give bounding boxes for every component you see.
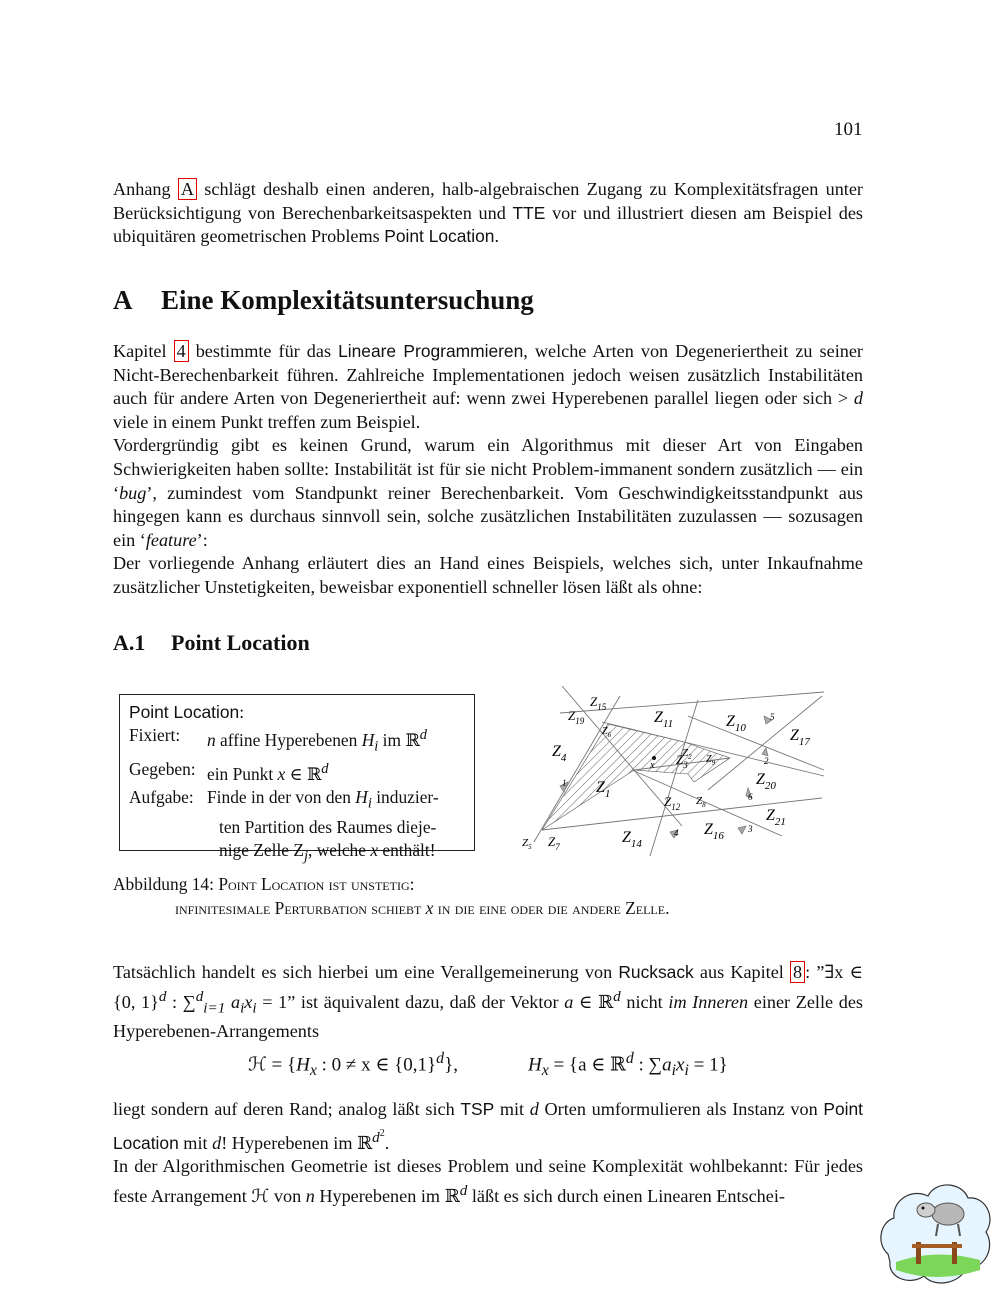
sheep-mascot-icon: [876, 1174, 996, 1292]
cell-label-z11: $Z_{11}$: [654, 709, 674, 730]
hyperplane-arrangement-formula: ℋ = {$H_x$ : 0 ≠ x ∈ $\{0,1\}^d$}, $H_x = \{a$ ∈ ℝ$^d$ : $\sum a_ix_i = 1$}: [248, 1050, 728, 1080]
arrow-label: 5: [770, 712, 775, 722]
tsp-paragraph: liegt sondern auf deren Rand; analog läßt sich TSP mit d Orten umformulieren als Instanz von Point Location mit d! Hyperebenen im ℝ$^{d^2}$. In der Algorithmischen Geometrie ist dieses Problem und seine Komplexität wohlbekannt: Für jedes feste Arrangement ℋ von n Hyperebenen im ℝ$^d$ läßt es sich durch einen Linearen Entschei-: [113, 1099, 863, 1206]
chapter-8-link[interactable]: 8: [790, 961, 805, 983]
cell-label-z20: $Z_{20}$: [756, 771, 776, 792]
cell-label-z5: $Z_5$: [522, 837, 532, 851]
hatched-region: [542, 724, 730, 830]
cell-label-z14: $Z_{14}$: [622, 829, 642, 850]
cell-label-z4: $Z_4$: [552, 743, 567, 764]
problem-definition-box: Point Location: Fixiert: n affine Hyperebenen $H_i$ im ℝ$^d$ Gegeben: ein Punkt x ∈ ℝ$^d$ Aufgabe: Finde in der von den $H_i$ induzier- ten Partition des Raumes dieje- nige Zelle $Z_j$, welche x enthält!: [119, 694, 475, 851]
rucksack-paragraph: Tatsächlich handelt es sich hierbei um eine Verallgemeinerung von Rucksack aus Kapitel 8 : ”∃x ∈ {0, 1}$^d$ : ∑$^d_{i=1}$ $a_ix_i = 1$” ist äquivalent dazu, daß der Vektor a ∈ ℝ$^d$ nicht im Inneren einer Zelle des Hyperebenen-Arrangements: [113, 962, 864, 1041]
cell-label-z7: $Z_7$: [548, 834, 560, 852]
cell-label-z10: $Z_{10}$: [726, 713, 746, 734]
arrow-label: 2: [764, 756, 769, 766]
appendix-a-link[interactable]: A: [178, 178, 197, 200]
section-heading: A Eine Komplexitätsuntersuchung: [113, 285, 534, 315]
point-label: x: [650, 760, 655, 771]
cell-label-z9: $Z_9$: [706, 754, 716, 767]
arrow-label: 6: [748, 792, 753, 802]
cell-label-z15: $Z_{15}$: [590, 694, 607, 712]
cell-label-z19: $Z_{19}$: [568, 708, 585, 726]
cell-label-z21: $Z_{21}$: [766, 807, 786, 828]
cell-label-z12: $Z_{12}$: [664, 794, 681, 812]
cell-label-z8: $Z_8$: [696, 795, 706, 809]
cell-label-z16: $Z_{16}$: [704, 821, 724, 842]
section-paragraph: Kapitel 4 bestimmte für das Lineare Programmieren, welche Arten von Degeneriertheit zu seiner Nicht-Berechenbarkeit führen. Zahlreiche Implementationen jedoch weisen zusätzlich Instabilitäten auch für andere Arten von Degeneriertheit auf: wenn zwei Hyperebenen parallel liegen oder sich > d viele in einem Punkt treffen zum Beispiel. Vordergründig gibt es keinen Grund, warum ein Algorithmus mit dieser Art von Eingaben Schwierigkeiten haben sollte: Instabilität ist für sie nicht Problem-immanent sondern zusätzlich — ein ‘bug’, zumindest vom Standpunkt reiner Berechenbarkeit. Vom Geschwindigkeitsstandpunkt aus hingegen kann es durchaus sinnvoll sein, solche zusätzlichen Instabilitäten zuzulassen — sozusagen ein ‘feature’: Der vorliegende Anhang erläutert dies an Hand eines Beispiels, welches sich, unter Inkaufnahme zusätzlicher Unstetigkeiten, beweisbar exponentiell schneller lösen läßt als ohne:: [113, 341, 863, 597]
cell-label-z3: $Z_3$: [676, 752, 688, 770]
intro-paragraph: Anhang A schlägt deshalb einen anderen, halb-algebraischen Zugang zu Komplexitätsfragen unter Berücksichtigung von Berechenbarkeitsaspekten und TTE vor und illustriert diesen am Beispiel des ubiquitären geometrischen Problems Point Location.: [113, 179, 863, 247]
cell-label-z1: $Z_1$: [596, 779, 611, 800]
subsection-heading: A.1 Point Location: [113, 630, 310, 655]
cell-label-z2: $Z_2$: [682, 747, 692, 761]
cell-label-z17: $Z_{17}$: [790, 727, 810, 748]
figure-caption: Abbildung 14: Point Location ist unstetig: infinitesimale Perturbation schiebt x in die eine oder die andere Zelle.: [113, 874, 670, 918]
arrow-label: 4: [674, 828, 679, 838]
arrow-label: 1: [562, 778, 567, 788]
page-number: 101: [834, 119, 863, 140]
cell-label-z6: $Z_6$: [602, 726, 612, 739]
chapter-4-link[interactable]: 4: [174, 340, 189, 362]
point-location-figure: [512, 686, 832, 856]
arrow-label: 3: [748, 824, 753, 834]
